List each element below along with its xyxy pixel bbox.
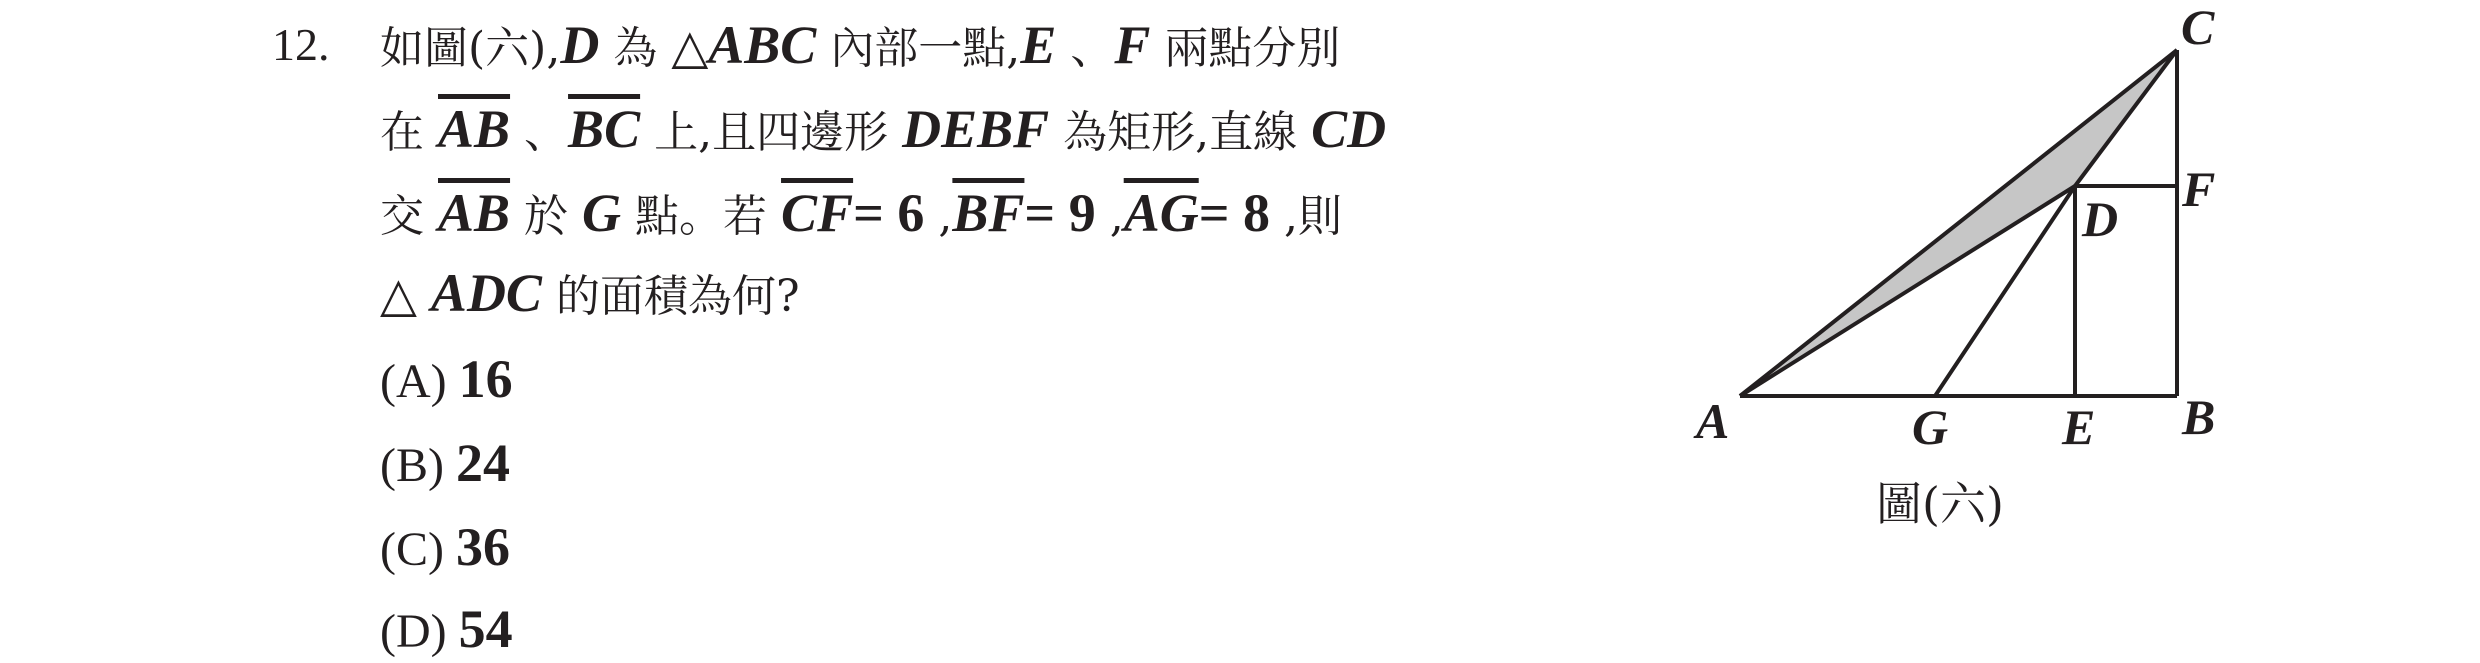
option-label: (B) xyxy=(380,439,444,492)
cf-value: = 6 xyxy=(853,183,925,243)
label-g: G xyxy=(1912,399,1949,455)
point-f-label: F xyxy=(1114,15,1151,75)
option-a[interactable] xyxy=(380,348,513,413)
rectangle-debf: DEBF xyxy=(902,99,1050,159)
triangle-symbol: △ xyxy=(380,267,417,323)
segment-cf: $\overline{CF}$ xyxy=(781,183,854,243)
text: 如圖(六), xyxy=(380,23,561,74)
text: 為矩形,直線 xyxy=(1063,107,1298,158)
triangle-symbol: △ xyxy=(671,19,709,75)
text: 的面積為何? xyxy=(555,271,800,322)
text: 兩點分別 xyxy=(1164,23,1341,74)
segment-ad-line xyxy=(1740,186,2075,396)
option-b[interactable] xyxy=(380,432,510,497)
bf-value: = 9 xyxy=(1024,183,1096,243)
text: 、 xyxy=(524,107,569,158)
label-c: C xyxy=(2181,0,2215,55)
option-c[interactable] xyxy=(380,516,510,581)
figure-caption: 圖(六) xyxy=(1876,477,2004,531)
segment-ab: $\overline{AB}$ xyxy=(438,183,511,243)
option-value: 16 xyxy=(458,349,513,409)
geometry-figure xyxy=(1690,0,2250,480)
segment-ab: $\overline{AB}$ xyxy=(438,99,511,159)
text: 於 xyxy=(524,191,569,242)
text: 內部一點, xyxy=(830,23,1021,74)
triangle-adc: ADC xyxy=(430,263,542,323)
label-b: B xyxy=(2182,389,2216,445)
question-line-4 xyxy=(380,262,800,328)
segment-bc: $\overline{BC}$ xyxy=(568,99,641,159)
point-e-label: E xyxy=(1020,15,1057,75)
text: 、 xyxy=(1070,23,1115,74)
point-d-label: D xyxy=(560,15,600,75)
text: 為 xyxy=(613,23,658,74)
text: 在 xyxy=(380,107,424,158)
text: , xyxy=(1109,191,1124,242)
question-line-2 xyxy=(380,98,1386,164)
option-value: 36 xyxy=(455,517,510,577)
line-cd: CD xyxy=(1311,99,1387,159)
text: 交 xyxy=(380,191,424,242)
question-line-3 xyxy=(380,182,1342,248)
question-number: 12. xyxy=(272,19,330,70)
option-value: 54 xyxy=(458,599,513,659)
option-label: (D) xyxy=(380,605,447,658)
label-e: E xyxy=(2062,399,2096,455)
text: 點。若 xyxy=(635,191,768,242)
text: , xyxy=(938,191,953,242)
ag-value: = 8 xyxy=(1198,183,1270,243)
label-f: F xyxy=(2182,161,2216,217)
text: ,則 xyxy=(1284,191,1342,242)
option-d[interactable] xyxy=(380,598,513,663)
point-g-label: G xyxy=(582,183,622,243)
option-value: 24 xyxy=(455,433,510,493)
label-d: D xyxy=(2082,191,2119,247)
segment-bf: $\overline{BF}$ xyxy=(952,183,1025,243)
label-a: A xyxy=(1696,393,1730,449)
option-label: (A) xyxy=(380,355,447,408)
text: 上,且四邊形 xyxy=(654,107,889,158)
triangle-abc: ABC xyxy=(708,15,817,75)
option-label: (C) xyxy=(380,523,444,576)
segment-ag: $\overline{AG}$ xyxy=(1123,183,1199,243)
question-line-1 xyxy=(380,14,1340,80)
